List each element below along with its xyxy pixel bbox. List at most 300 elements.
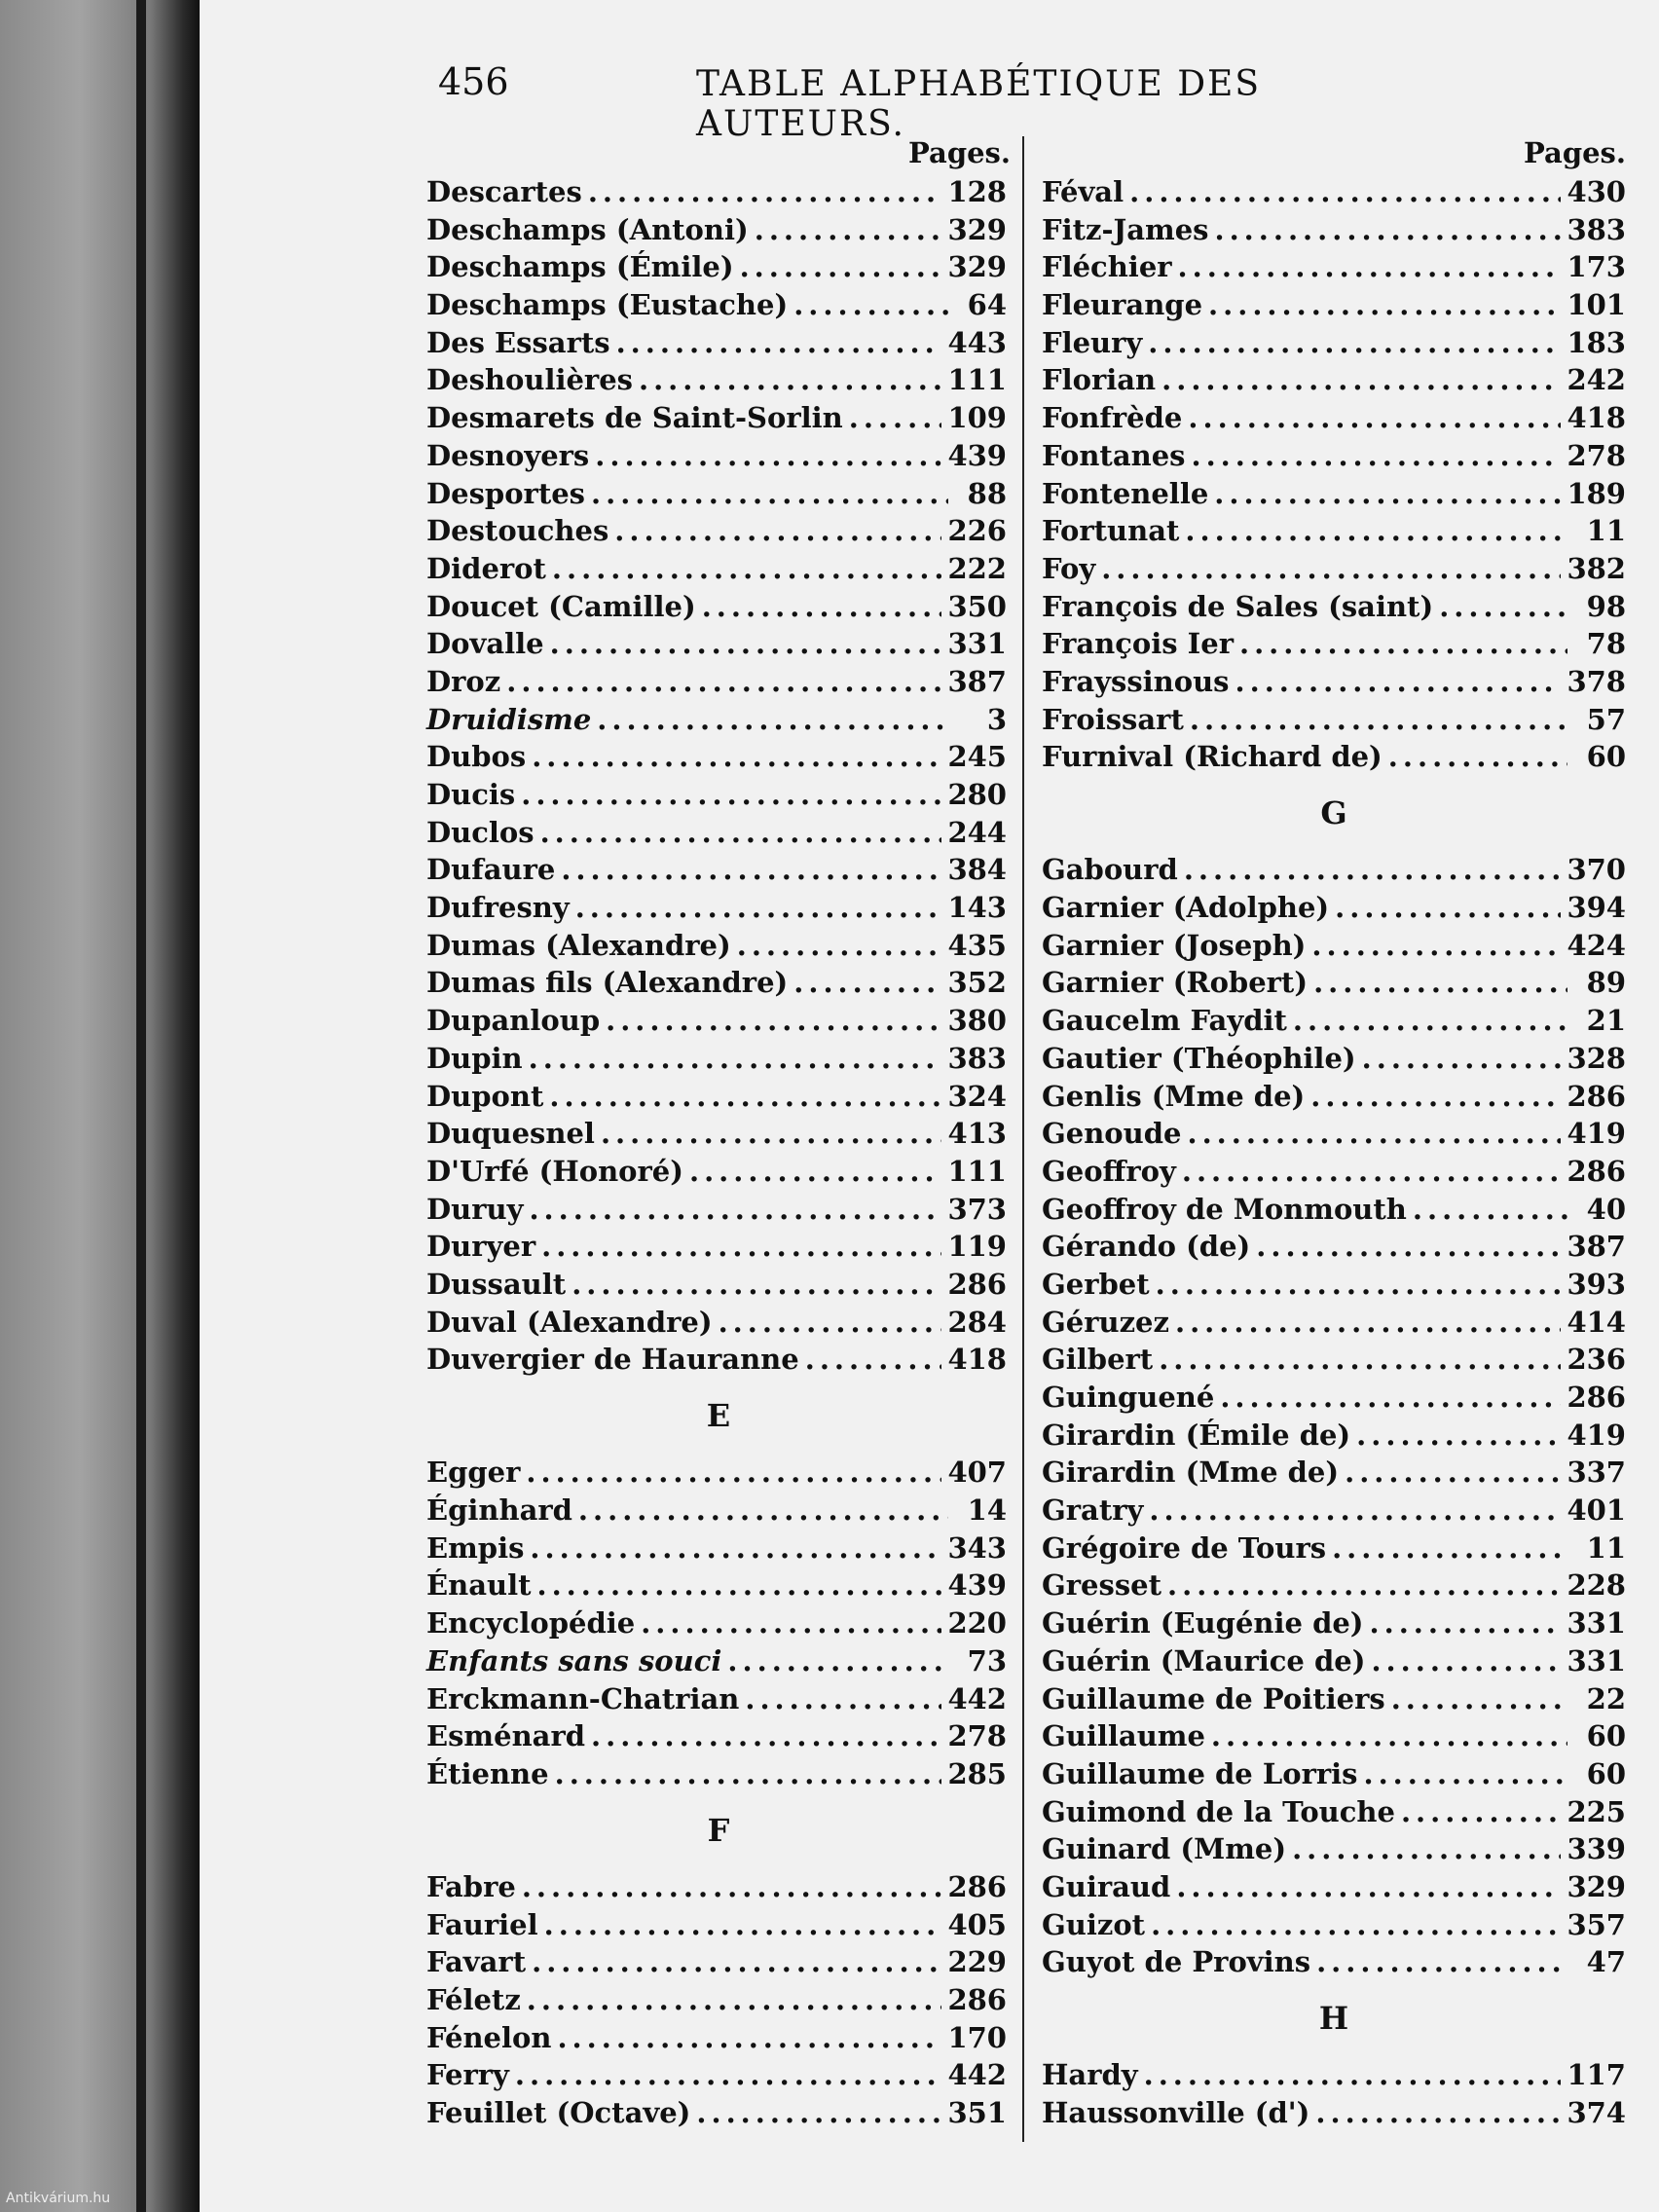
entry-name: Gaucelm Faydit [1042, 1004, 1287, 1038]
dot-leader [1159, 1341, 1561, 1378]
index-entry [426, 550, 1007, 588]
index-entry [426, 776, 1007, 814]
dot-leader [849, 399, 942, 436]
dot-leader [1370, 1604, 1562, 1641]
entry-page: 401 [1567, 1493, 1626, 1528]
entry-page: 373 [947, 1192, 1007, 1226]
index-entry [426, 1567, 1007, 1604]
index-entry [426, 1906, 1007, 1944]
dot-leader [1316, 1943, 1567, 1980]
entry-name: Dufaure [426, 853, 556, 887]
index-entry [1042, 964, 1626, 1002]
dot-leader [1313, 964, 1567, 1001]
entry-name: Dubos [426, 740, 527, 774]
entry-page: 405 [947, 1907, 1007, 1941]
entry-page: 89 [1586, 966, 1626, 1000]
dot-leader [1178, 248, 1562, 285]
dot-leader [689, 1153, 941, 1190]
entry-name: Fauriel [426, 1907, 538, 1941]
index-entry [1042, 701, 1626, 739]
entry-page: 60 [1586, 740, 1626, 774]
entry-page: 331 [1567, 1606, 1626, 1641]
entry-page: 117 [1567, 2058, 1626, 2092]
left-entry-list [426, 173, 1011, 2132]
entry-page: 418 [947, 1343, 1007, 1377]
entry-name: Gerbet [1042, 1267, 1150, 1301]
entry-page: 119 [947, 1230, 1007, 1264]
entry-page: 22 [1586, 1681, 1626, 1715]
entry-page: 284 [947, 1305, 1007, 1339]
entry-page: 351 [947, 2096, 1007, 2130]
dot-leader [1151, 1906, 1561, 1943]
dot-leader [805, 1341, 942, 1378]
dot-leader [1362, 1040, 1562, 1077]
entry-page: 435 [947, 928, 1007, 962]
dot-leader [1149, 1492, 1561, 1529]
entry-page: 442 [947, 1681, 1007, 1715]
entry-page: 244 [947, 815, 1007, 849]
entry-name: Éginhard [426, 1493, 572, 1528]
index-entry [1042, 1417, 1626, 1455]
dot-leader [719, 1304, 942, 1341]
entry-name: François de Sales (saint) [1042, 589, 1434, 623]
entry-page: 101 [1567, 288, 1626, 322]
entry-name: Girardin (Mme de) [1042, 1456, 1340, 1490]
entry-page: 47 [1586, 1945, 1626, 1979]
entry-page: 280 [947, 778, 1007, 811]
dot-leader [529, 1191, 941, 1228]
pages-heading-right: Pages. [1524, 136, 1626, 169]
index-entry [1042, 324, 1626, 362]
dot-leader [755, 211, 942, 248]
dot-leader [1129, 173, 1561, 210]
entry-name: Erckmann-Chatrian [426, 1681, 740, 1715]
dot-leader [571, 1266, 941, 1303]
index-entry [426, 248, 1007, 286]
entry-page: 424 [1567, 928, 1626, 962]
entry-page: 143 [947, 891, 1007, 925]
entry-name: Énault [426, 1568, 532, 1603]
dot-leader [557, 2019, 941, 2056]
dot-leader [1256, 1228, 1561, 1265]
entry-page: 286 [1567, 1079, 1626, 1113]
section-letter: E [706, 1397, 731, 1434]
index-entry [1042, 1642, 1626, 1680]
index-entry [426, 1604, 1007, 1642]
index-entry [1042, 1191, 1626, 1229]
entry-page: 442 [947, 2058, 1007, 2092]
dot-leader [1182, 1153, 1562, 1190]
entry-page: 350 [947, 589, 1007, 623]
entry-page: 419 [1567, 1418, 1626, 1452]
dot-leader [521, 776, 941, 813]
index-entry [1042, 399, 1626, 437]
index-entry [426, 1078, 1007, 1116]
entry-name: Fléchier [1042, 250, 1172, 284]
entry-name: Fabre [426, 1869, 516, 1903]
entry-name: Guyot de Provins [1042, 1945, 1311, 1979]
entry-page: 111 [947, 1154, 1007, 1188]
index-entry [1042, 1567, 1626, 1604]
entry-page: 328 [1567, 1041, 1626, 1075]
index-entry [1042, 1040, 1626, 1078]
entry-name: Fontanes [1042, 438, 1186, 472]
entry-page: 242 [1567, 363, 1626, 397]
dot-leader [1188, 399, 1561, 436]
index-entry [1042, 625, 1626, 663]
dot-leader [606, 1002, 941, 1039]
entry-name: François Ier [1042, 627, 1234, 661]
dot-leader [1184, 851, 1562, 888]
index-entry [1042, 361, 1626, 399]
entry-page: 414 [1567, 1305, 1626, 1339]
entry-name: Fleurange [1042, 288, 1203, 322]
index-entry [426, 1530, 1007, 1567]
entry-page: 374 [1567, 2096, 1626, 2130]
dot-leader [1214, 211, 1561, 248]
dot-leader [544, 1906, 942, 1943]
dot-leader [578, 1492, 948, 1529]
index-entry [426, 625, 1007, 663]
dot-leader [541, 1228, 941, 1265]
entry-name: Gresset [1042, 1568, 1161, 1603]
entry-name: Dupont [426, 1079, 544, 1113]
dot-leader [1363, 1755, 1567, 1792]
dot-leader [1413, 1191, 1567, 1228]
entry-name: Féval [1042, 175, 1124, 208]
entry-name: Guérin (Maurice de) [1042, 1643, 1366, 1677]
index-entry [1042, 663, 1626, 701]
entry-page: 285 [947, 1756, 1007, 1790]
entry-name: Dumas fils (Alexandre) [426, 966, 789, 1000]
entry-page: 229 [947, 1945, 1007, 1979]
entry-page: 418 [1567, 401, 1626, 435]
entry-page: 384 [947, 853, 1007, 887]
entry-page: 394 [1567, 891, 1626, 925]
entry-name: Destouches [426, 514, 609, 548]
entry-name: Guérin (Eugénie de) [1042, 1606, 1364, 1641]
entry-page: 331 [1567, 1643, 1626, 1677]
dot-leader [1220, 1379, 1561, 1416]
dot-leader [601, 1115, 942, 1152]
entry-name: Empis [426, 1530, 525, 1565]
index-entry [1042, 1830, 1626, 1868]
entry-name: Duryer [426, 1230, 536, 1264]
dot-leader [641, 1604, 941, 1641]
index-entry [1042, 1153, 1626, 1191]
entry-page: 380 [947, 1004, 1007, 1038]
dot-leader [1239, 625, 1567, 662]
entry-name: Duquesnel [426, 1117, 595, 1151]
entry-page: 60 [1586, 1719, 1626, 1753]
index-entry [426, 173, 1007, 211]
entry-page: 220 [947, 1606, 1007, 1641]
entry-page: 413 [947, 1117, 1007, 1151]
entry-name: Desmarets de Saint-Sorlin [426, 401, 843, 435]
entry-page: 337 [1567, 1456, 1626, 1490]
dot-leader [1190, 701, 1567, 738]
entry-page: 222 [947, 551, 1007, 585]
dot-leader [1311, 927, 1561, 964]
entry-page: 430 [1567, 175, 1626, 208]
index-entry [426, 1191, 1007, 1229]
index-entry [426, 361, 1007, 399]
index-entry [1042, 1680, 1626, 1718]
index-entry [426, 512, 1007, 550]
index-entry [426, 1228, 1007, 1266]
dot-leader [529, 1040, 942, 1077]
dot-leader [616, 324, 942, 361]
entry-page: 329 [1567, 1869, 1626, 1903]
entry-page: 407 [947, 1456, 1007, 1490]
dot-leader [591, 1717, 941, 1754]
entry-page: 21 [1586, 1004, 1626, 1038]
dot-leader [740, 248, 942, 285]
entry-name: Géruzez [1042, 1305, 1169, 1339]
dot-leader [1167, 1567, 1561, 1604]
dot-leader [1439, 588, 1567, 625]
index-entry [426, 588, 1007, 626]
book-binding [0, 0, 200, 2212]
dot-leader [550, 625, 942, 662]
dot-leader [575, 889, 942, 926]
entry-name: Duruy [426, 1192, 524, 1226]
index-entry [426, 211, 1007, 249]
dot-leader [561, 851, 941, 888]
entry-page: 173 [1567, 250, 1626, 284]
dot-leader [597, 701, 948, 738]
index-entry [1042, 248, 1626, 286]
entry-name: Fénelon [426, 2020, 552, 2054]
index-entry [1042, 173, 1626, 211]
binding-edge [136, 0, 146, 2212]
entry-name: Dufresny [426, 891, 570, 925]
entry-page: 228 [1567, 1568, 1626, 1603]
entry-page: 78 [1586, 627, 1626, 661]
dot-leader [1176, 1868, 1561, 1905]
entry-name: Guillaume de Lorris [1042, 1756, 1358, 1790]
dot-leader [793, 964, 941, 1001]
entry-page: 128 [947, 175, 1007, 208]
index-entry [426, 1153, 1007, 1191]
index-entry [1042, 1379, 1626, 1417]
dot-leader [1335, 889, 1561, 926]
index-entry [426, 1868, 1007, 1906]
dot-leader [527, 1981, 942, 2018]
dot-leader [526, 1454, 941, 1491]
dot-leader [1371, 1642, 1561, 1679]
entry-page: 286 [1567, 1154, 1626, 1188]
index-entry [1042, 1304, 1626, 1342]
entry-name: Gabourd [1042, 853, 1178, 887]
entry-page: 111 [947, 363, 1007, 397]
entry-name: Geoffroy de Monmouth [1042, 1192, 1407, 1226]
entry-page: 11 [1586, 1530, 1626, 1565]
entry-name: Desnoyers [426, 438, 590, 472]
entry-page: 57 [1586, 702, 1626, 736]
dot-leader [1391, 1680, 1567, 1717]
index-entry [1042, 1943, 1626, 1981]
entry-name: Fitz-James [1042, 212, 1209, 246]
index-entry [426, 738, 1007, 776]
index-entry [1042, 437, 1626, 475]
entry-page: 370 [1567, 853, 1626, 887]
entry-name: Diderot [426, 551, 546, 585]
entry-name: Guinard (Mme) [1042, 1832, 1287, 1866]
entry-name: Deschamps (Eustache) [426, 288, 789, 322]
index-entry [1042, 1530, 1626, 1567]
dot-leader [1332, 1530, 1567, 1567]
index-entry [1042, 1266, 1626, 1304]
index-entry [1042, 1115, 1626, 1153]
dot-leader [1292, 1830, 1561, 1867]
entry-page: 245 [947, 740, 1007, 774]
entry-page: 11 [1586, 514, 1626, 548]
entry-page: 439 [947, 1568, 1007, 1603]
dot-leader [1345, 1454, 1561, 1491]
entry-name: D'Urfé (Honoré) [426, 1154, 683, 1188]
entry-name: Garnier (Joseph) [1042, 928, 1307, 962]
entry-page: 286 [947, 1267, 1007, 1301]
index-entry [1042, 512, 1626, 550]
entry-page: 3 [986, 702, 1007, 736]
index-entry [426, 663, 1007, 701]
dot-leader [595, 437, 941, 474]
index-entry [426, 1492, 1007, 1530]
entry-page: 73 [967, 1643, 1007, 1677]
dot-leader [727, 1642, 948, 1679]
entry-name: Dovalle [426, 627, 544, 661]
entry-page: 443 [947, 325, 1007, 359]
entry-name: Droz [426, 664, 501, 698]
entry-page: 378 [1567, 664, 1626, 698]
entry-name: Furnival (Richard de) [1042, 740, 1382, 774]
entry-name: Fortunat [1042, 514, 1180, 548]
index-entry [426, 1266, 1007, 1304]
dot-leader [522, 1868, 942, 1905]
entry-name: Girardin (Émile de) [1042, 1418, 1351, 1452]
dot-leader [1208, 286, 1561, 323]
entry-page: 383 [1567, 212, 1626, 246]
index-entry [1042, 2094, 1626, 2132]
index-entry [426, 701, 1007, 739]
entry-page: 419 [1567, 1117, 1626, 1151]
index-entry [426, 851, 1007, 889]
entry-name: Fonfrède [1042, 401, 1183, 435]
watermark: Antikvárium.hu [6, 2191, 111, 2206]
dot-leader [530, 1530, 941, 1567]
entry-name: Desportes [426, 476, 585, 510]
index-entry [1042, 1228, 1626, 1266]
dot-leader [540, 814, 942, 851]
entry-page: 40 [1586, 1192, 1626, 1226]
entry-page: 64 [967, 288, 1007, 322]
column-divider [1022, 136, 1024, 2142]
dot-leader [1235, 663, 1562, 700]
dot-leader [1211, 1717, 1567, 1754]
dot-leader [639, 361, 941, 398]
entry-page: 329 [947, 212, 1007, 246]
entry-name: Fontenelle [1042, 476, 1209, 510]
index-entry [426, 2094, 1007, 2132]
entry-page: 339 [1567, 1832, 1626, 1866]
entry-page: 329 [947, 250, 1007, 284]
index-entry [426, 1680, 1007, 1718]
page-number: 456 [438, 60, 509, 103]
entry-page: 278 [947, 1719, 1007, 1753]
entry-page: 236 [1567, 1343, 1626, 1377]
index-entry [426, 927, 1007, 965]
entry-page: 357 [1567, 1907, 1626, 1941]
entry-page: 225 [1567, 1794, 1626, 1828]
entry-name: Dumas (Alexandre) [426, 928, 731, 962]
section-letter: H [1318, 2000, 1349, 2038]
index-entry [1042, 1717, 1626, 1755]
entry-name: Florian [1042, 363, 1157, 397]
entry-name: Ducis [426, 778, 516, 811]
dot-leader [532, 1943, 941, 1980]
entry-name: Fleury [1042, 325, 1143, 359]
index-entry [426, 1341, 1007, 1379]
dot-leader [1187, 1115, 1561, 1152]
dot-leader [1156, 1266, 1562, 1303]
index-entry [1042, 889, 1626, 927]
entry-name: Feuillet (Octave) [426, 2096, 691, 2130]
index-entry [426, 1755, 1007, 1793]
entry-name: Deschamps (Antoni) [426, 212, 749, 246]
index-entry [1042, 1002, 1626, 1040]
index-entry [426, 1717, 1007, 1755]
entry-name: Enfants sans souci [426, 1643, 722, 1677]
entry-page: 382 [1567, 551, 1626, 585]
entry-page: 183 [1567, 325, 1626, 359]
dot-leader [536, 1567, 941, 1604]
entry-name: Duval (Alexandre) [426, 1305, 713, 1339]
entry-name: Foy [1042, 551, 1096, 585]
entry-name: Gratry [1042, 1493, 1144, 1528]
entry-page: 98 [1586, 589, 1626, 623]
dot-leader [506, 663, 941, 700]
entry-page: 286 [947, 1869, 1007, 1903]
entry-page: 189 [1567, 476, 1626, 510]
entry-name: Duclos [426, 815, 535, 849]
index-entry [1042, 2056, 1626, 2094]
index-entry [426, 475, 1007, 513]
entry-name: Gautier (Théophile) [1042, 1041, 1356, 1075]
entry-name: Deshoulières [426, 363, 633, 397]
index-entry [1042, 1454, 1626, 1492]
dot-leader [1315, 2094, 1561, 2131]
index-entry [426, 1943, 1007, 1981]
index-entry [1042, 1906, 1626, 1944]
entry-page: 383 [947, 1041, 1007, 1075]
entry-name: Druidisme [426, 702, 592, 736]
index-entry [426, 964, 1007, 1002]
dot-leader [745, 1680, 941, 1717]
index-entry [1042, 1078, 1626, 1116]
entry-name: Hardy [1042, 2058, 1138, 2092]
dot-leader [1101, 550, 1561, 587]
index-entry [426, 1454, 1007, 1492]
dot-leader [696, 2094, 941, 2131]
entry-name: Ferry [426, 2058, 509, 2092]
entry-name: Guimond de la Touche [1042, 1794, 1395, 1828]
entry-name: Encyclopédie [426, 1606, 636, 1641]
entry-page: 88 [967, 476, 1007, 510]
entry-page: 60 [1586, 1756, 1626, 1790]
entry-name: Guinguené [1042, 1381, 1215, 1415]
entry-page: 286 [1567, 1381, 1626, 1415]
